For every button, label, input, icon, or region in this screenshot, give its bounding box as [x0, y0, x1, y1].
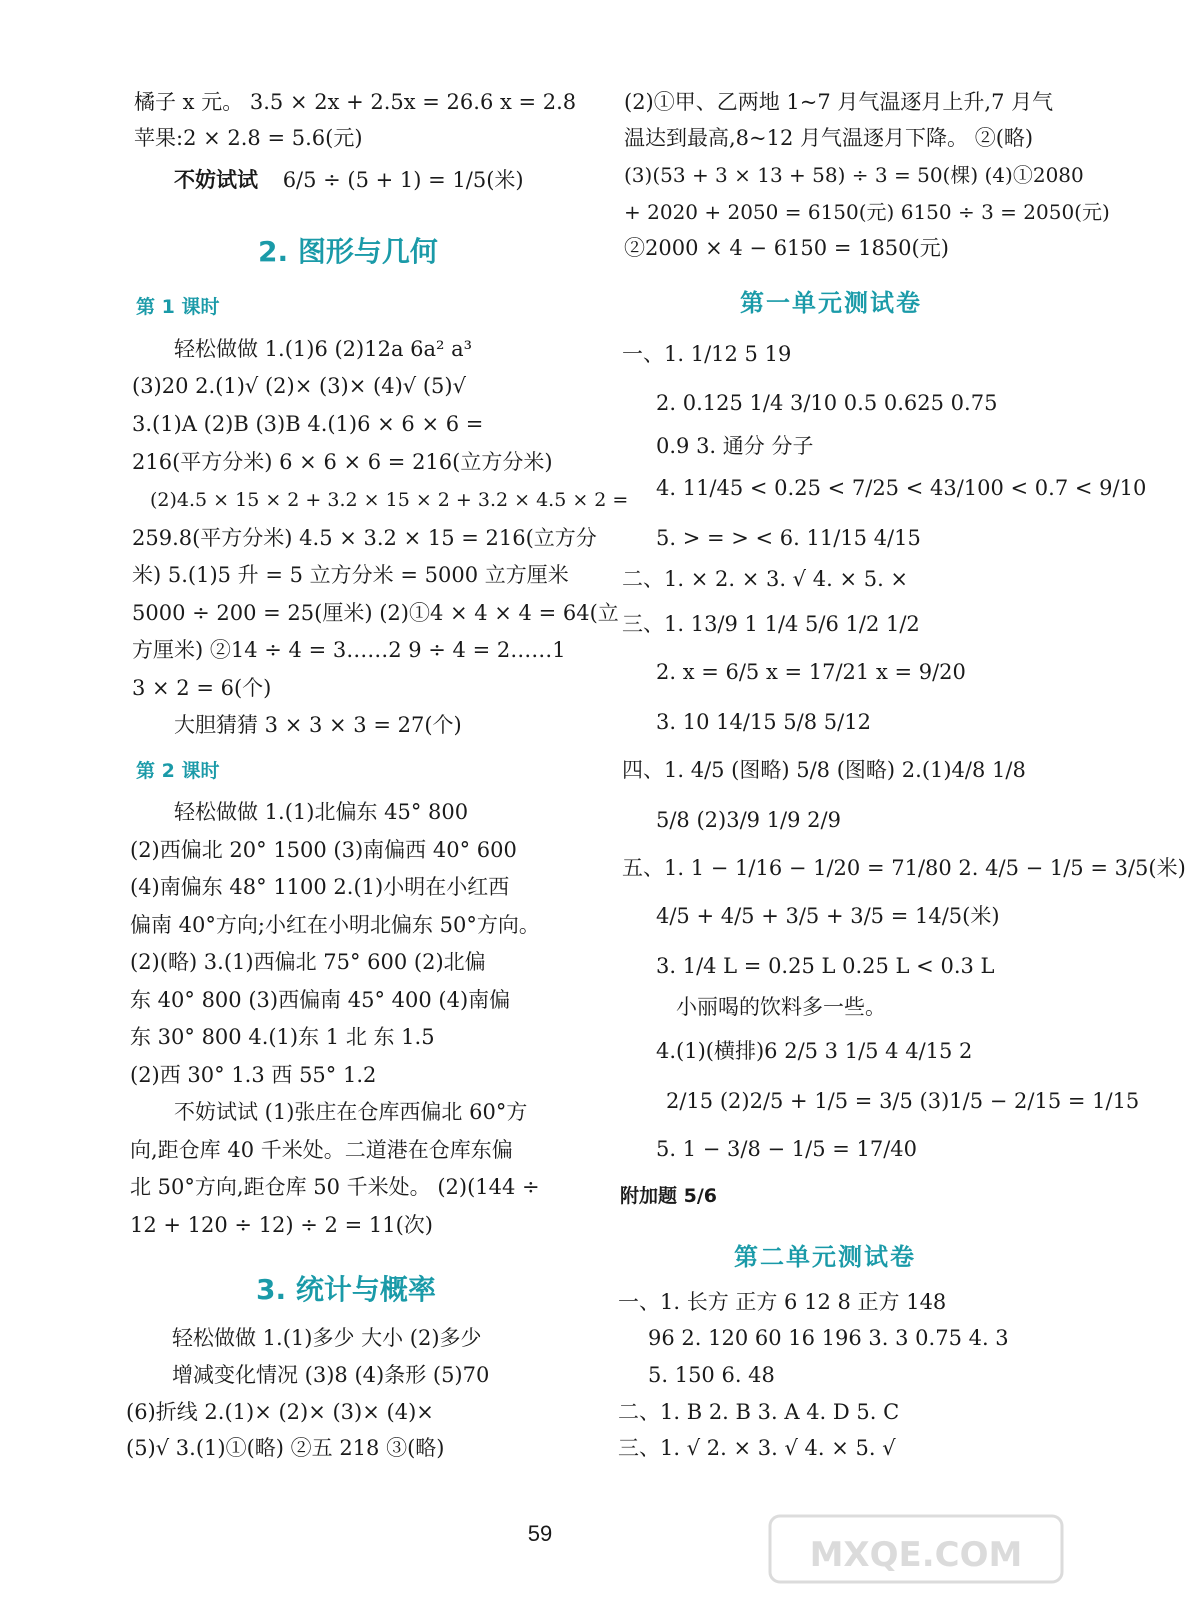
try-line	[174, 166, 524, 194]
try-label: 不妨试试	[174, 168, 258, 192]
answer-line: 三、1. √ 2. × 3. √ 4. × 5. √	[618, 1436, 896, 1460]
answer-line: 北 50°方向,距仓库 50 千米处。 (2)(144 ÷	[130, 1175, 540, 1199]
answer-line: ②2000 × 4 − 6150 = 1850(元)	[624, 236, 949, 260]
answer-line: 5. > = > < 6. 11/15 4/15	[656, 526, 921, 550]
answer-line: (2)西偏北 20° 1500 (3)南偏西 40° 600	[130, 838, 517, 862]
answer-line: 5. 1 − 3/8 − 1/5 = 17/40	[656, 1137, 918, 1161]
answer-line: 3. 10 14/15 5/8 5/12	[656, 710, 871, 734]
answer-line: 大胆猜猜 3 × 3 × 3 = 27(个)	[174, 713, 462, 737]
answer-line: 3. 1/4 L = 0.25 L 0.25 L < 0.3 L	[656, 954, 995, 978]
unit-test-title-1: 第一单元测试卷	[740, 289, 922, 317]
answer-line: 橘子 x 元。 3.5 × 2x + 2.5x = 26.6 x = 2.8	[134, 90, 577, 114]
bonus-question-line: 附加题 5/6	[620, 1185, 717, 1207]
answer-line: 5/8 (2)3/9 1/9 2/9	[656, 808, 841, 832]
answer-line: 5000 ÷ 200 = 25(厘米) (2)①4 × 4 × 4 = 64(立	[132, 601, 619, 625]
answer-line: (3)(53 + 3 × 13 + 58) ÷ 3 = 50(棵) (4)①2080	[624, 163, 1084, 187]
page-number: 59	[527, 1521, 553, 1546]
answer-line: 2/15 (2)2/5 + 1/5 = 3/5 (3)1/5 − 2/15 = 1/15	[666, 1089, 1140, 1113]
answer-line: (2)①甲、乙两地 1~7 月气温逐月上升,7 月气	[624, 90, 1054, 114]
answer-line: 0.9 3. 通分 分子	[656, 434, 814, 458]
answer-line: 216(平方分米) 6 × 6 × 6 = 216(立方分米)	[132, 450, 553, 474]
lesson-heading-2: 第 2 课时	[136, 760, 220, 782]
answer-line: (5)√ 3.(1)①(略) ②五 218 ③(略)	[126, 1436, 445, 1460]
answer-line: 东 40° 800 (3)西偏南 45° 400 (4)南偏	[130, 988, 511, 1012]
answer-line: 偏南 40°方向;小红在小明北偏东 50°方向。	[130, 913, 540, 937]
answer-line: 二、1. B 2. B 3. A 4. D 5. C	[618, 1400, 900, 1424]
section-title-statistics: 3. 统计与概率	[256, 1273, 436, 1306]
answer-line: 二、1. × 2. × 3. √ 4. × 5. ×	[622, 567, 909, 591]
answer-line: (6)折线 2.(1)× (2)× (3)× (4)×	[126, 1400, 434, 1424]
answer-line: 米) 5.(1)5 升 = 5 立方分米 = 5000 立方厘米	[132, 563, 569, 587]
answer-line: 轻松做做 1.(1)6 (2)12a 6a² a³	[174, 337, 473, 361]
answer-line: 不妨试试 (1)张庄在仓库西偏北 60°方	[174, 1100, 528, 1124]
answer-line: (2)4.5 × 15 × 2 + 3.2 × 15 × 2 + 3.2 × 4.5 × 2 =	[150, 489, 629, 511]
answer-line: 温达到最高,8~12 月气温逐月下降。 ②(略)	[624, 126, 1034, 150]
answer-line: 一、1. 1/12 5 19	[622, 342, 792, 366]
answer-line: 4. 11/45 < 0.25 < 7/25 < 43/100 < 0.7 < 9/10	[656, 476, 1147, 500]
answer-line: 259.8(平方分米) 4.5 × 3.2 × 15 = 216(立方分	[132, 526, 597, 550]
answer-line: 4.(1)(横排)6 2/5 3 1/5 4 4/15 2	[656, 1039, 973, 1063]
answer-line: 方厘米) ②14 ÷ 4 = 3……2 9 ÷ 4 = 2……1	[132, 638, 566, 662]
answer-line: (3)20 2.(1)√ (2)× (3)× (4)√ (5)√	[132, 374, 466, 398]
answer-line: 五、1. 1 − 1/16 − 1/20 = 71/80 2. 4/5 − 1/5 = 3/5(米)	[622, 856, 1186, 880]
answer-line: 小丽喝的饮料多一些。	[676, 995, 886, 1019]
answer-line: (2)西 30° 1.3 西 55° 1.2	[130, 1063, 377, 1087]
answer-line: 96 2. 120 60 16 196 3. 3 0.75 4. 3	[648, 1326, 1009, 1350]
answer-line: 三、1. 13/9 1 1/4 5/6 1/2 1/2	[622, 612, 920, 636]
answer-line: 增减变化情况 (3)8 (4)条形 (5)70	[172, 1363, 490, 1387]
answer-line: 12 + 120 ÷ 12) ÷ 2 = 11(次)	[130, 1213, 433, 1237]
svg-text:MXQE.COM: MXQE.COM	[809, 1535, 1023, 1575]
answer-line: + 2020 + 2050 = 6150(元) 6150 ÷ 3 = 2050(元)	[624, 200, 1110, 224]
answer-line: 2. 0.125 1/4 3/10 0.5 0.625 0.75	[656, 391, 998, 415]
answer-line: 东 30° 800 4.(1)东 1 北 东 1.5	[130, 1025, 435, 1049]
answer-line: 一、1. 长方 正方 6 12 8 正方 148	[618, 1290, 947, 1314]
section-title-geometry: 2. 图形与几何	[258, 235, 438, 268]
answer-line: 四、1. 4/5 (图略) 5/8 (图略) 2.(1)4/8 1/8	[622, 758, 1026, 782]
lesson-heading-1: 第 1 课时	[136, 296, 220, 318]
answer-line: 向,距仓库 40 千米处。二道港在仓库东偏	[130, 1138, 513, 1162]
answer-line: (2)(略) 3.(1)西偏北 75° 600 (2)北偏	[130, 950, 486, 974]
answer-line: 轻松做做 1.(1)北偏东 45° 800	[174, 800, 469, 824]
answer-line: 轻松做做 1.(1)多少 大小 (2)多少	[172, 1326, 482, 1350]
answer-line: 3 × 2 = 6(个)	[132, 676, 272, 700]
unit-test-title-2: 第二单元测试卷	[734, 1243, 916, 1271]
answer-line: 4/5 + 4/5 + 3/5 + 3/5 = 14/5(米)	[656, 904, 1000, 928]
answer-line: 苹果:2 × 2.8 = 5.6(元)	[134, 126, 363, 150]
answer-line: 2. x = 6/5 x = 17/21 x = 9/20	[656, 660, 966, 684]
answer-line: 3.(1)A (2)B (3)B 4.(1)6 × 6 × 6 =	[132, 412, 484, 436]
answer-line: 5. 150 6. 48	[648, 1363, 775, 1387]
try-expression: 6/5 ÷ (5 + 1) = 1/5(米)	[282, 168, 524, 192]
answer-line: (4)南偏东 48° 1100 2.(1)小明在小红西	[130, 875, 510, 899]
watermark-logo	[766, 1508, 1066, 1588]
